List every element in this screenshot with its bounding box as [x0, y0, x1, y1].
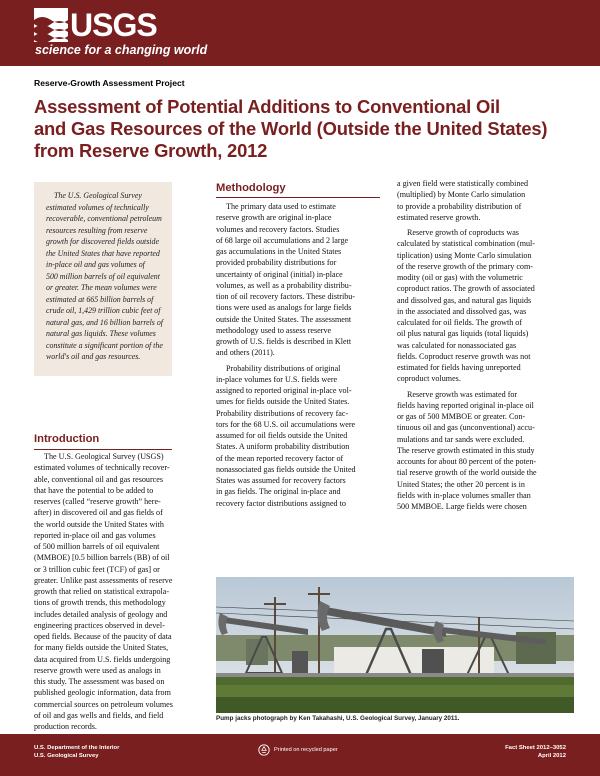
text-line: estimated for fields having unreported [397, 363, 521, 372]
title-line: Assessment of Potential Additions to Conventional Oil [34, 96, 500, 117]
text-line: United States; the other 20 percent is in [397, 479, 525, 489]
text-line: of the reserve growth of the primary com- [397, 261, 533, 271]
text-line: umes for fields outside the United States. [216, 397, 350, 407]
usgs-wave-icon [34, 8, 68, 42]
text-line: of oil and gas wells and fields, and field [34, 710, 164, 720]
text-line: tors for the 68 U.S. oil accumulations were [216, 419, 356, 429]
text-line: reserves (called “reserve growth” here- [34, 497, 161, 506]
text-line: greater. Unlike past assessments of reserve [34, 575, 173, 585]
text-line: fields having reported original in-place oil [397, 400, 534, 410]
footer-recycled [258, 744, 338, 756]
logo-letters: USGS [70, 7, 157, 43]
text-line: tinuous oil and gas (unconventional) accu- [397, 423, 535, 433]
abstract-line: estimated volumes of technically [46, 202, 149, 212]
text-line: and others (2011). [216, 348, 275, 358]
text-line: tion of oil recovery factors. These distribu- [216, 292, 355, 301]
text-line: States was assumed for recovery factors [216, 476, 346, 485]
text-line: to provide a probability distribution of [397, 201, 522, 211]
publication-date: April 2012 [537, 753, 566, 759]
text-line: fields with in-place volumes smaller than [397, 490, 531, 500]
text-line: tions were used as analogs for large fields [216, 303, 352, 313]
methodology-heading: Methodology [216, 182, 286, 194]
abstract-line: The U.S. Geological Survey [54, 191, 142, 200]
text-line: estimated volumes of technically recover- [34, 463, 170, 473]
text-line: Reserve growth was estimated for [407, 389, 518, 399]
abstract-line: natural gas liquids. These volumes [46, 329, 156, 338]
abstract-line: crude oil, 1,429 trillion cubic feet of [46, 306, 161, 315]
text-line: Probability distributions of recovery fac- [216, 408, 349, 418]
abstract-line: constitute a significant portion of the [46, 340, 163, 350]
text-line: in the associated and dissolved gas, was [397, 306, 527, 316]
text-line: or 3 trillion cubic feet (TCF) of gas] or [34, 564, 160, 574]
text-line: of 500 million barrels of oil equivalent [34, 542, 160, 551]
abstract-line: world's oil and gas resources. [46, 352, 141, 361]
text-line: and dissolved gas, and natural gas liquids [397, 295, 532, 305]
text-line: coproduct volumes. [397, 374, 461, 384]
text-line: coproduct ratios. The growth of associated [397, 284, 535, 294]
recycle-icon [258, 744, 270, 756]
text-line: growth of U.S. fields is described in Klett [216, 337, 352, 346]
abstract-line: in-place oil and gas volumes of [46, 260, 145, 269]
abstract-line: recoverable, conventional petroleum [46, 214, 162, 223]
footer-agency [34, 744, 119, 760]
text-line: (MMBOE) [0.5 billion barrels (BB) of oil [34, 553, 170, 563]
text-line: assigned to reported original in-place vol- [216, 386, 352, 395]
abstract-line: natural gas, and 16 billion barrels of [46, 317, 163, 327]
text-line: for many fields outside the United States, [34, 643, 169, 653]
abstract-text [46, 190, 168, 363]
text-line: in gas fields. The original in-place and [216, 487, 341, 497]
footer-agency-name: U.S. Geological Survey [34, 753, 99, 759]
methodology-rule [216, 197, 380, 198]
footer-department: U.S. Department of the Interior [34, 745, 120, 751]
text-line: tial reserve growth of the world outside the [397, 468, 537, 478]
text-line: mulations and tar sands were excluded. [397, 434, 525, 444]
text-line: oil plus natural gas liquids (total liquids) [397, 329, 529, 339]
abstract-line: growth for discovered fields outside [46, 237, 159, 246]
title-line: and Gas Resources of the World (Outside the United States) [34, 118, 548, 139]
text-line: The U.S. Geological Survey (USGS) [44, 452, 164, 461]
abstract-line: or greater. The mean volumes were [46, 283, 157, 292]
text-line: of 68 large oil accumulations and 2 large [216, 235, 349, 245]
text-line: reserve growth were used as analogs in [34, 665, 161, 675]
logo-tagline: science for a changing world [35, 43, 208, 57]
text-line: this study. The assessment was based on [34, 677, 165, 686]
text-line: States. A uniform probability distribution [216, 442, 350, 452]
text-line: after) in discovered oil and gas fields of [34, 508, 163, 518]
text-line: Probability distributions of original [226, 363, 341, 373]
text-line: published geologic information, data from [34, 688, 171, 698]
usgs-logo[interactable] [34, 6, 234, 62]
abstract-line: resources resulting from reserve [46, 225, 148, 235]
text-line: commercial sources on petroleum volumes [34, 699, 173, 709]
text-line: recovery factor distributions assigned to [216, 498, 346, 508]
footer-sheet [500, 744, 566, 760]
text-line: tions of growth trends, this methodology [34, 598, 166, 608]
title-line: from Reserve Growth, 2012 [34, 140, 268, 161]
text-line: The reserve growth estimated in this study [397, 445, 535, 455]
text-line: provided probability distributions for [216, 258, 337, 268]
text-line: Reserve growth of coproducts was [407, 228, 519, 237]
text-line: reported in-place oil and gas volumes [34, 530, 156, 540]
text-line: fields. Coproduct reserve growth was not [397, 351, 531, 361]
photo-caption: Pump jacks photograph by Ken Takahashi, U.S. Geological Survey, January 2011. [216, 715, 460, 722]
abstract-line: estimated at 665 billion barrels of [46, 294, 154, 304]
text-line: data acquired from U.S. fields undergoing [34, 654, 171, 664]
text-line: estimated reserve growth. [397, 212, 481, 222]
page-title [34, 96, 574, 162]
abstract-line: the United States that have reported [46, 248, 160, 258]
text-line: able, conventional oil and gas resources [34, 474, 164, 484]
abstract-line: 500 million barrels of oil equivalent [46, 271, 160, 281]
fact-sheet-number: Fact Sheet 2012–3052 [505, 745, 566, 751]
methodology-body [216, 201, 384, 509]
text-line: or gas of 500 MMBOE or greater. Con- [397, 412, 526, 421]
introduction-heading: Introduction [34, 433, 100, 445]
text-line: methodology used to assess reserve [216, 325, 332, 335]
project-label: Reserve-Growth Assessment Project [34, 78, 185, 88]
text-line: gas accumulations in the United States [216, 247, 342, 256]
column-three-body [397, 178, 567, 512]
text-line: oped fields. Because of the paucity of data [34, 632, 172, 641]
text-line: that have the potential to be added to [34, 485, 154, 495]
text-line: assumed for oil fields outside the United [216, 431, 348, 440]
text-line: engineering practices observed in devel- [34, 620, 165, 630]
text-line: the world outside the United States with [34, 519, 164, 529]
text-line: production records. [34, 722, 97, 731]
text-line: includes detailed analysis of geology and [34, 609, 168, 619]
text-line: growth that relied on statistical extrapola- [34, 587, 170, 596]
text-line: in-place volumes for U.S. fields were [216, 374, 338, 384]
text-line: tiplication) using Monte Carlo simulation [397, 250, 532, 260]
text-line: volumes, as well as a probability distribu- [216, 280, 352, 290]
text-line: calculated by statistical combination (mul- [397, 239, 536, 249]
text-line: calculated for oil fields. The growth of [397, 318, 523, 327]
pump-jack-photo [216, 577, 574, 713]
text-line: was calculated for nonassociated gas [397, 340, 517, 350]
text-line: modity (oil or gas) with the volumetric [397, 273, 523, 282]
text-line: (multiplied) by Monte Carlo simulation [397, 190, 526, 200]
recycled-text: Printed on recycled paper [274, 747, 338, 753]
introduction-body [34, 451, 190, 732]
text-line: outside the United States. The assessment [216, 314, 352, 324]
text-line: volumes and recovery factors. Studies [216, 224, 340, 234]
text-line: uncertainty of original (initial) in-place [216, 269, 343, 279]
text-line: The primary data used to estimate [226, 202, 336, 211]
text-line: 500 MMBOE. Large fields were chosen [397, 502, 527, 511]
text-line: a given field were statistically combined [397, 179, 529, 188]
text-line: reserve growth are original in-place [216, 213, 332, 223]
text-line: of the mean reported recovery factor of [216, 453, 344, 463]
text-line: accounts for about 80 percent of the poten- [397, 457, 537, 466]
text-line: nonassociated gas fields outside the United [216, 464, 356, 474]
